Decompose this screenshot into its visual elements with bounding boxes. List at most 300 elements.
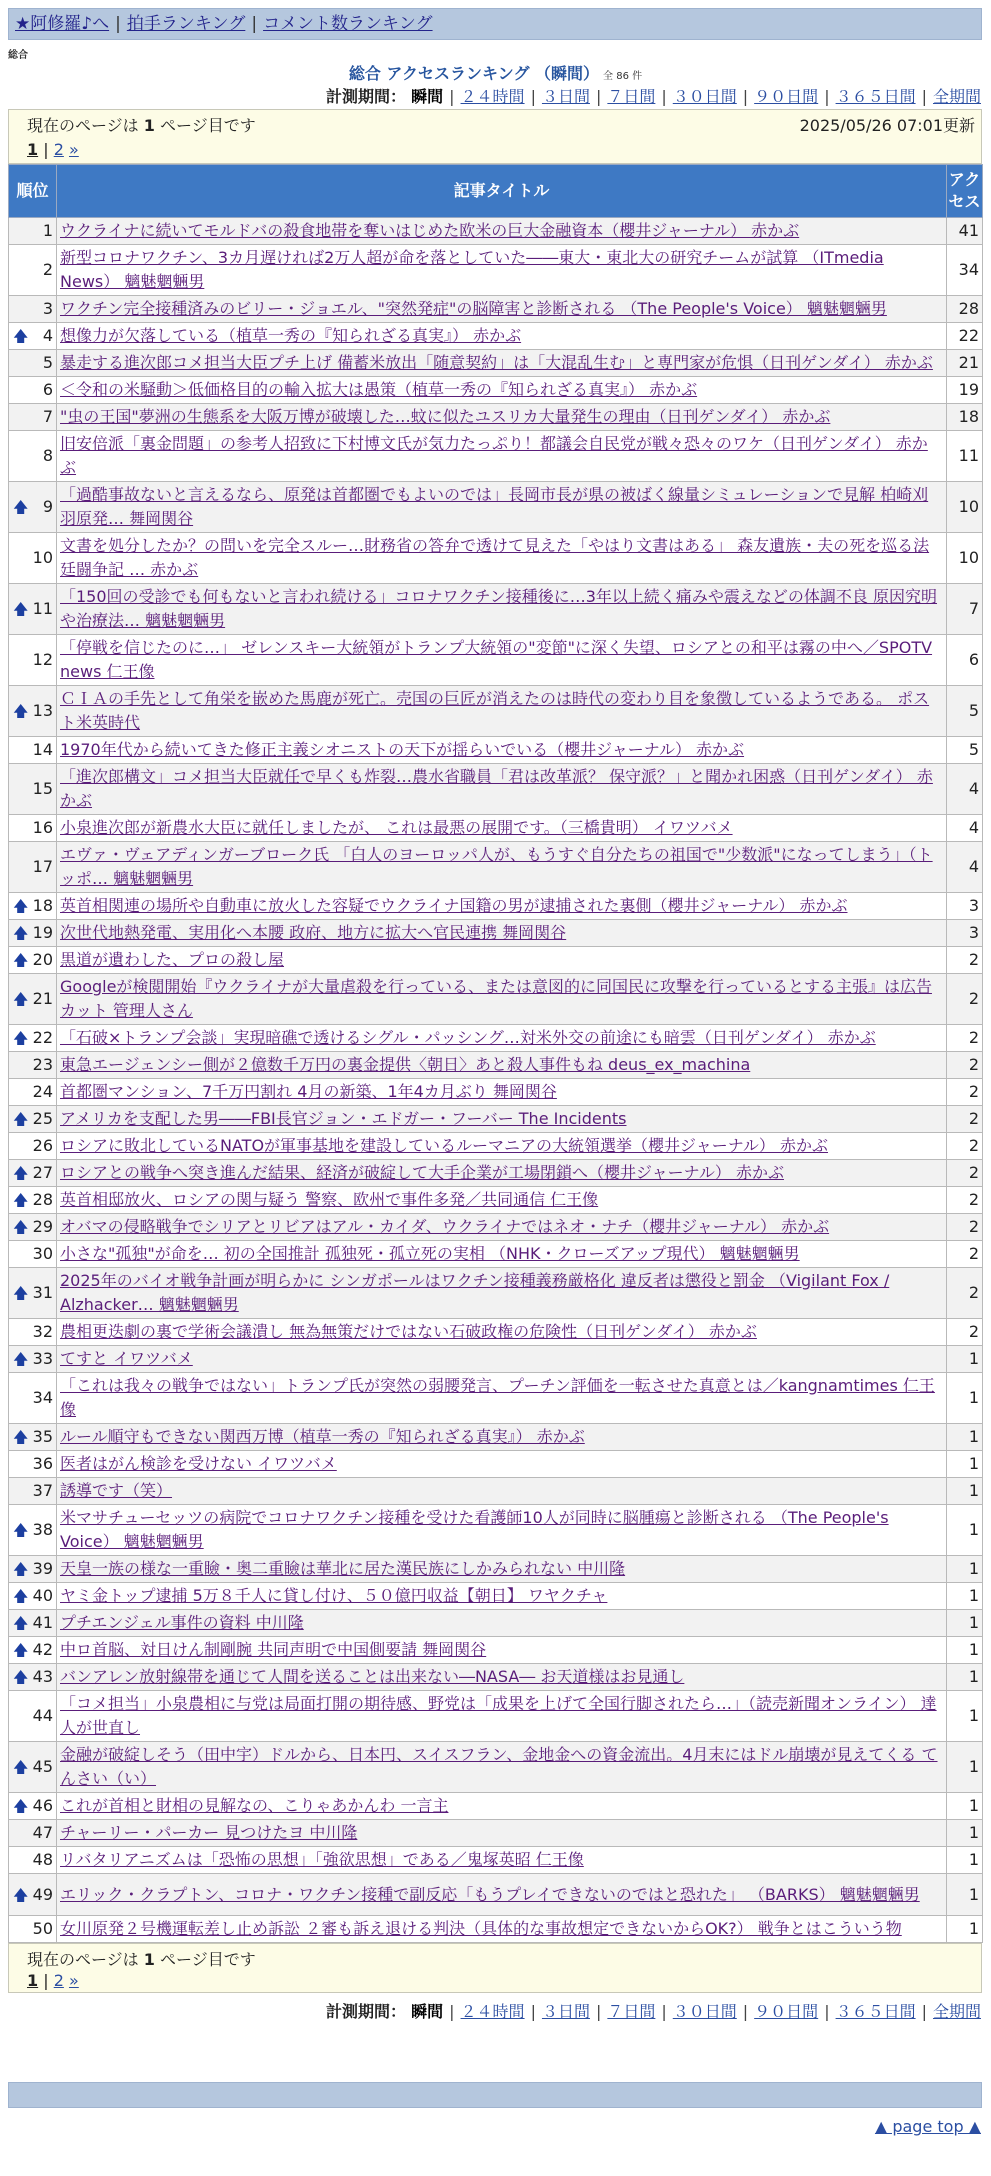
table-row bbox=[9, 1556, 983, 1583]
pager-next-arrow[interactable]: » bbox=[68, 140, 79, 159]
article-link[interactable]: ＜令和の米騒動＞低価格目的の輸入拡大は愚策（植草一秀の『知られざる真実』） 赤かぶ bbox=[60, 380, 698, 399]
rank-number: 23 bbox=[32, 1055, 53, 1074]
article-link[interactable]: ＣＩＡの手先として角栄を嵌めた馬鹿が死亡。売国の巨匠が消えたのは時代の変わり目を象徴しているようである。 ポスト米英時代 bbox=[60, 689, 930, 732]
rank-number: 46 bbox=[32, 1796, 53, 1815]
title-cell bbox=[57, 1424, 947, 1451]
access-count: 1 bbox=[947, 1742, 983, 1793]
bottom-bar bbox=[8, 2082, 982, 2108]
period-label: 計測期間： bbox=[326, 87, 407, 106]
table-row bbox=[9, 1346, 983, 1373]
title-cell bbox=[57, 1187, 947, 1214]
rank-cell bbox=[9, 686, 57, 737]
period-current: 瞬間 bbox=[411, 2002, 444, 2021]
pager-page-2[interactable]: 2 bbox=[53, 140, 64, 159]
period-selector-top: 計測期間： 瞬間 | ２４時間 | ３日間 | ７日間 | ３０日間 | ９０日間 | ３６５日間 | 全期間 bbox=[326, 87, 981, 106]
article-link[interactable]: バンアレン放射線帯を通じて人間を送ることは出来ない―NASA― お天道様はお見通し bbox=[60, 1667, 685, 1686]
ranking-rows bbox=[9, 218, 983, 1943]
article-link[interactable]: 東急エージェンシー側が２億数千万円の裏金提供〈朝日〉あと殺人事件もね deus_ex_machina bbox=[60, 1055, 751, 1074]
title-cell bbox=[57, 1637, 947, 1664]
article-link[interactable]: ルール順守もできない関西万博（植草一秀の『知られざる真実』） 赤かぶ bbox=[60, 1427, 585, 1446]
rank-cell bbox=[9, 296, 57, 323]
rank-cell bbox=[9, 1079, 57, 1106]
rank-cell bbox=[9, 1664, 57, 1691]
article-link[interactable]: 「コメ担当」小泉農相に与党は局面打開の期待感、野党は「成果を上げて全国行脚されたら…」（読売新聞オンライン） 達人が世直し bbox=[60, 1694, 937, 1737]
article-link[interactable]: ウクライナに続いてモルドバの殺食地帯を奪いはじめた欧米の巨大金融資本（櫻井ジャーナル） 赤かぶ bbox=[60, 221, 800, 240]
rank-number: 15 bbox=[32, 779, 53, 798]
table-row bbox=[9, 1241, 983, 1268]
title-cell bbox=[57, 1268, 947, 1319]
title-cell bbox=[57, 737, 947, 764]
article-link[interactable]: プチエンジェル事件の資料 中川隆 bbox=[60, 1613, 304, 1632]
table-row bbox=[9, 1052, 983, 1079]
title-cell bbox=[57, 1664, 947, 1691]
title-cell bbox=[57, 218, 947, 245]
article-link[interactable]: 英首相邸放火、ロシアの関与疑う 警察、欧州で事件多発／共同通信 仁王像 bbox=[60, 1190, 599, 1209]
up-arrow-icon: 🡅 bbox=[13, 897, 29, 915]
up-arrow-icon: 🡅 bbox=[13, 1428, 29, 1446]
table-row bbox=[9, 686, 983, 737]
page-info-bottom bbox=[8, 1943, 982, 1993]
rank-cell bbox=[9, 584, 57, 635]
title-cell bbox=[57, 1691, 947, 1742]
ranking-count: 全 86 件 bbox=[603, 71, 643, 82]
access-count: 28 bbox=[947, 296, 983, 323]
access-count: 1 bbox=[947, 1346, 983, 1373]
table-row bbox=[9, 1025, 983, 1052]
access-count: 2 bbox=[947, 1187, 983, 1214]
article-link[interactable]: 医者はがん検診を受けない イワツバメ bbox=[60, 1454, 337, 1473]
access-count: 1 bbox=[947, 1916, 983, 1943]
rank-cell bbox=[9, 377, 57, 404]
access-count: 2 bbox=[947, 1319, 983, 1346]
rank-cell bbox=[9, 323, 57, 350]
rank-cell bbox=[9, 842, 57, 893]
article-link[interactable]: チャーリー・パーカー 見つけたヨ 中川隆 bbox=[60, 1823, 358, 1842]
rank-cell bbox=[9, 1820, 57, 1847]
period-link-365d[interactable]: ３６５日間 bbox=[835, 2002, 916, 2021]
up-arrow-icon: 🡅 bbox=[13, 1614, 29, 1632]
rank-number: 35 bbox=[32, 1427, 53, 1446]
rank-cell bbox=[9, 737, 57, 764]
rank-number: 17 bbox=[32, 857, 53, 876]
access-count: 41 bbox=[947, 218, 983, 245]
rank-number: 50 bbox=[32, 1919, 53, 1938]
access-count: 1 bbox=[947, 1847, 983, 1874]
rank-number: 18 bbox=[32, 896, 53, 915]
access-count: 34 bbox=[947, 245, 983, 296]
title-cell bbox=[57, 635, 947, 686]
table-row bbox=[9, 218, 983, 245]
title-cell bbox=[57, 1793, 947, 1820]
access-count: 2 bbox=[947, 1241, 983, 1268]
rank-number: 20 bbox=[32, 950, 53, 969]
rank-number: 39 bbox=[32, 1559, 53, 1578]
up-arrow-icon: 🡅 bbox=[13, 498, 29, 516]
rank-cell bbox=[9, 764, 57, 815]
table-row bbox=[9, 1133, 983, 1160]
rank-number: 37 bbox=[32, 1481, 53, 1500]
rank-cell bbox=[9, 974, 57, 1025]
title-cell bbox=[57, 974, 947, 1025]
period-link-365d[interactable]: ３６５日間 bbox=[835, 87, 916, 106]
title-cell bbox=[57, 1478, 947, 1505]
access-count: 2 bbox=[947, 1106, 983, 1133]
title-cell bbox=[57, 1052, 947, 1079]
table-row bbox=[9, 974, 983, 1025]
rank-cell bbox=[9, 431, 57, 482]
table-row bbox=[9, 1106, 983, 1133]
table-row bbox=[9, 1319, 983, 1346]
title-cell bbox=[57, 815, 947, 842]
pager-next-arrow[interactable]: » bbox=[68, 1971, 79, 1990]
up-arrow-icon: 🡅 bbox=[13, 951, 29, 969]
article-link[interactable]: 小泉進次郎が新農水大臣に就任しましたが、 これは最悪の展開です。（三橋貴明） イワツバメ bbox=[60, 818, 733, 837]
article-link[interactable]: 英首相関連の場所や自動車に放火した容疑でウクライナ国籍の男が逮捕された裏側（櫻井ジャーナル） 赤かぶ bbox=[60, 896, 848, 915]
table-row bbox=[9, 1214, 983, 1241]
title-cell bbox=[57, 1319, 947, 1346]
rank-number: 30 bbox=[32, 1244, 53, 1263]
rank-cell bbox=[9, 1133, 57, 1160]
table-row bbox=[9, 482, 983, 533]
rank-cell bbox=[9, 1556, 57, 1583]
table-row bbox=[9, 1160, 983, 1187]
rank-cell bbox=[9, 1346, 57, 1373]
title-cell bbox=[57, 323, 947, 350]
article-link[interactable]: 1970年代から続いてきた修正主義シオニストの天下が揺らいでいる（櫻井ジャーナル） 赤かぶ bbox=[60, 740, 745, 759]
title-cell bbox=[57, 920, 947, 947]
table-row bbox=[9, 533, 983, 584]
rank-number: 22 bbox=[32, 1028, 53, 1047]
period-link-24h[interactable]: ２４時間 bbox=[460, 2002, 525, 2021]
rank-cell bbox=[9, 350, 57, 377]
rank-cell bbox=[9, 1505, 57, 1556]
rank-cell bbox=[9, 1583, 57, 1610]
article-link[interactable]: 新型コロナワクチン、3カ月遅ければ2万人超が命を落としていた――東大・東北大の研究チームが試算 （ITmedia News） 魑魅魍魎男 bbox=[60, 248, 884, 291]
article-link[interactable]: ヤミ金トップ逮捕 5万８千人に貸し付け、５０億円収益【朝日】 ワヤクチャ bbox=[60, 1586, 608, 1605]
rank-number: 9 bbox=[42, 497, 53, 516]
article-link[interactable]: 「停戦を信じたのに…」 ゼレンスキー大統領がトランプ大統領の"変節"に深く失望、ロシアとの和平は霧の中へ／SPOTV news 仁王像 bbox=[60, 638, 933, 681]
title-cell bbox=[57, 350, 947, 377]
up-arrow-icon: 🡅 bbox=[13, 1885, 29, 1904]
pager-page-2[interactable]: 2 bbox=[53, 1971, 64, 1990]
article-link[interactable]: エヴァ・ヴェアディンガーブローク氏 「白人のヨーロッパ人が、もうすぐ自分たちの祖国で"少数派"になってしまう」（トッポ… 魑魅魍魎男 bbox=[60, 845, 933, 888]
article-link[interactable]: 中ロ首脳、対日けん制剛腕 共同声明で中国側要請 舞岡関谷 bbox=[60, 1640, 487, 1659]
access-count: 1 bbox=[947, 1691, 983, 1742]
access-count: 3 bbox=[947, 893, 983, 920]
rank-number: 14 bbox=[32, 740, 53, 759]
rank-number: 28 bbox=[32, 1190, 53, 1209]
access-count: 10 bbox=[947, 482, 983, 533]
rank-number: 13 bbox=[32, 701, 53, 720]
access-count: 1 bbox=[947, 1820, 983, 1847]
article-link[interactable]: 暴走する進次郎コメ担当大臣プチ上げ 備蓄米放出「随意契約」は「大混乱生む」と専門家が危惧（日刊ゲンダイ） 赤かぶ bbox=[60, 353, 933, 372]
rank-number: 8 bbox=[42, 446, 53, 465]
period-link-7d[interactable]: ７日間 bbox=[607, 2002, 656, 2021]
rank-cell bbox=[9, 482, 57, 533]
header-rank: 順位 bbox=[9, 165, 57, 218]
table-row bbox=[9, 296, 983, 323]
article-link[interactable]: 小さな"孤独"が命を… 初の全国推計 孤独死・孤立死の実相 （NHK・クローズアップ現代） 魑魅魍魎男 bbox=[60, 1244, 800, 1263]
rank-number: 33 bbox=[32, 1349, 53, 1368]
rank-number: 11 bbox=[32, 599, 53, 618]
table-row bbox=[9, 431, 983, 482]
period-link-all[interactable]: 全期間 bbox=[932, 87, 981, 106]
up-arrow-icon: 🡅 bbox=[13, 1587, 29, 1605]
article-link[interactable]: 黒道が遺わした、プロの殺し屋 bbox=[60, 950, 285, 969]
rank-number: 29 bbox=[32, 1217, 53, 1236]
access-count: 7 bbox=[947, 584, 983, 635]
period-link-24h[interactable]: ２４時間 bbox=[460, 87, 525, 106]
article-link[interactable]: ワクチン完全接種済みのビリー・ジョエル、"突然発症"の脳障害と診断される （The People's Voice） 魑魅魍魎男 bbox=[60, 299, 887, 318]
up-arrow-icon: 🡅 bbox=[13, 1110, 29, 1128]
access-count: 22 bbox=[947, 323, 983, 350]
pager-current: 1 bbox=[27, 1971, 39, 1990]
access-count: 5 bbox=[947, 686, 983, 737]
rank-cell bbox=[9, 245, 57, 296]
article-link[interactable]: てすと イワツバメ bbox=[60, 1349, 193, 1368]
table-row bbox=[9, 764, 983, 815]
access-count: 1 bbox=[947, 1505, 983, 1556]
title-cell bbox=[57, 1133, 947, 1160]
rank-cell bbox=[9, 218, 57, 245]
page-status-text: 現在のページは 1 ページ目です bbox=[27, 116, 256, 135]
article-link[interactable]: 「これは我々の戦争ではない」トランプ氏が突然の弱腰発言、プーチン評価を一転させた真意とは／kangnamtimes 仁王像 bbox=[60, 1376, 935, 1419]
table-row bbox=[9, 842, 983, 893]
article-link[interactable]: これが首相と財相の見解なの、こりゃあかんわ 一言主 bbox=[60, 1796, 449, 1815]
rank-number: 4 bbox=[42, 326, 53, 345]
article-link[interactable]: アメリカを支配した男――FBI長官ジョン・エドガー・フーバー The Incidents bbox=[60, 1109, 627, 1128]
home-link[interactable]: ★阿修羅♪へ bbox=[15, 14, 110, 34]
article-link[interactable]: エリック・クラプトン、コロナ・ワクチン接種で副反応「もうプレイできないのではと恐れた」 （BARKS） 魑魅魍魎男 bbox=[60, 1884, 920, 1904]
rank-number: 1 bbox=[42, 221, 53, 240]
title-cell bbox=[57, 377, 947, 404]
pager-top: 1 | 2 » bbox=[27, 140, 79, 159]
access-count: 6 bbox=[947, 635, 983, 686]
comment-ranking-link[interactable]: コメント数ランキング bbox=[263, 14, 433, 34]
article-link[interactable]: 「過酷事故ないと言えるなら、原発は首都圏でもよいのでは」長岡市長が県の被ばく線量シミュレーションで見解 柏崎刈羽原発… 舞岡関谷 bbox=[60, 485, 929, 528]
title-cell bbox=[57, 1916, 947, 1943]
rank-cell bbox=[9, 1187, 57, 1214]
rank-number: 25 bbox=[32, 1109, 53, 1128]
rank-cell bbox=[9, 1874, 57, 1916]
title-cell bbox=[57, 1874, 947, 1916]
rank-cell bbox=[9, 1268, 57, 1319]
up-arrow-icon: 🡅 bbox=[13, 600, 29, 618]
article-link[interactable]: 「石破×トランプ会談」実現暗礁で透けるシグル・パッシング…対米外交の前途にも暗雲（日刊ゲンダイ） 赤かぶ bbox=[60, 1028, 876, 1047]
article-link[interactable]: 金融が破綻しそう（田中宇）ドルから、日本円、スイスフラン、金地金への資金流出。4月末にはドル崩壊が見えてくる てんさい（い） bbox=[60, 1745, 938, 1788]
table-row bbox=[9, 1691, 983, 1742]
table-row bbox=[9, 893, 983, 920]
access-count: 5 bbox=[947, 737, 983, 764]
article-link[interactable]: 「150回の受診でも何もないと言われ続ける」コロナワクチン接種後に…3年以上続く痛みや震えなどの体調不良 原因究明や治療法… 魑魅魍魎男 bbox=[60, 587, 938, 630]
pager-bottom: 1 | 2 » bbox=[27, 1971, 79, 1990]
rank-number: 5 bbox=[42, 353, 53, 372]
rank-number: 7 bbox=[42, 407, 53, 426]
access-count: 1 bbox=[947, 1373, 983, 1424]
rank-cell bbox=[9, 1916, 57, 1943]
access-count: 2 bbox=[947, 974, 983, 1025]
title-cell bbox=[57, 1742, 947, 1793]
up-arrow-icon: 🡅 bbox=[13, 1029, 29, 1047]
title-cell bbox=[57, 893, 947, 920]
table-row bbox=[9, 1847, 983, 1874]
rank-number: 44 bbox=[32, 1706, 53, 1725]
title-cell bbox=[57, 404, 947, 431]
table-row bbox=[9, 1373, 983, 1424]
article-link[interactable]: "虫の王国"夢洲の生態系を大阪万博が破壊した…蚊に似たユスリカ大量発生の理由（日刊ゲンダイ） 赤かぶ bbox=[60, 407, 831, 426]
rank-cell bbox=[9, 1106, 57, 1133]
title-cell bbox=[57, 947, 947, 974]
nav-separator: | bbox=[251, 14, 258, 34]
rank-cell bbox=[9, 893, 57, 920]
title-cell bbox=[57, 1373, 947, 1424]
rank-number: 21 bbox=[32, 989, 53, 1008]
table-row bbox=[9, 377, 983, 404]
title-cell bbox=[57, 1610, 947, 1637]
access-count: 1 bbox=[947, 1793, 983, 1820]
access-count: 11 bbox=[947, 431, 983, 482]
access-count: 2 bbox=[947, 1079, 983, 1106]
rank-number: 43 bbox=[32, 1667, 53, 1686]
article-link[interactable]: 米マサチューセッツの病院でコロナワクチン接種を受けた看護師10人が同時に脳腫瘍と診断される （The People's Voice） 魑魅魍魎男 bbox=[60, 1508, 889, 1551]
up-arrow-icon: 🡅 bbox=[13, 1758, 29, 1776]
rank-cell bbox=[9, 533, 57, 584]
access-count: 1 bbox=[947, 1610, 983, 1637]
title-cell bbox=[57, 245, 947, 296]
rank-cell bbox=[9, 1052, 57, 1079]
article-link[interactable]: Googleが検閲開始『ウクライナが大量虐殺を行っている、または意図的に同国民に攻撃を行っているとする主張』は広告カット 管理人さん bbox=[60, 977, 932, 1020]
period-link-3d[interactable]: ３日間 bbox=[541, 2002, 590, 2021]
rank-number: 41 bbox=[32, 1613, 53, 1632]
title-cell bbox=[57, 1214, 947, 1241]
rank-number: 45 bbox=[32, 1757, 53, 1776]
period-selector-bottom: 計測期間： 瞬間 | ２４時間 | ３日間 | ７日間 | ３０日間 | ９０日間 | ３６５日間 | 全期間 bbox=[326, 2002, 981, 2021]
article-link[interactable]: リバタリアニズムは「恐怖の思想」「強欲思想」である／鬼塚英昭 仁王像 bbox=[60, 1850, 584, 1869]
up-arrow-icon: 🡅 bbox=[13, 1350, 29, 1368]
article-link[interactable]: 「進次郎構文」コメ担当大臣就任で早くも炸裂…農水省職員「君は改革派？ 保守派？」と聞かれ困惑（日刊ゲンダイ） 赤かぶ bbox=[60, 767, 933, 810]
article-link[interactable]: 女川原発２号機運転差し止め訴訟 ２審も訴え退ける判決（具体的な事故想定できないからOK?） 戦争とはこういう物 bbox=[60, 1919, 902, 1938]
access-count: 1 bbox=[947, 1637, 983, 1664]
ranking-table bbox=[8, 164, 983, 1943]
rank-number: 40 bbox=[32, 1586, 53, 1605]
up-arrow-icon: 🡅 bbox=[13, 1797, 29, 1815]
title-cell bbox=[57, 842, 947, 893]
table-row bbox=[9, 1637, 983, 1664]
category-label: 総合 bbox=[8, 50, 28, 61]
rank-cell bbox=[9, 1742, 57, 1793]
article-link[interactable]: 想像力が欠落している（植草一秀の『知られざる真実』） 赤かぶ bbox=[60, 326, 522, 345]
up-arrow-icon: 🡅 bbox=[13, 1641, 29, 1659]
table-row bbox=[9, 1916, 983, 1943]
rank-cell bbox=[9, 1691, 57, 1742]
rank-number: 48 bbox=[32, 1850, 53, 1869]
access-count: 2 bbox=[947, 1052, 983, 1079]
page-top-link[interactable]: ▲ page top ▲ bbox=[874, 2117, 981, 2136]
rank-cell bbox=[9, 920, 57, 947]
table-row bbox=[9, 815, 983, 842]
rank-number: 49 bbox=[32, 1884, 53, 1904]
period-link-30d[interactable]: ３０日間 bbox=[672, 2002, 737, 2021]
article-link[interactable]: ロシアに敗北しているNATOが軍事基地を建設しているルーマニアの大統領選挙（櫻井ジャーナル） 赤かぶ bbox=[60, 1136, 829, 1155]
up-arrow-icon: 🡅 bbox=[13, 990, 29, 1008]
rank-number: 26 bbox=[32, 1136, 53, 1155]
rank-cell bbox=[9, 1793, 57, 1820]
rank-number: 32 bbox=[32, 1322, 53, 1341]
title-cell bbox=[57, 764, 947, 815]
rank-number: 12 bbox=[32, 650, 53, 669]
pager-current: 1 bbox=[27, 140, 39, 159]
article-link[interactable]: 文書を処分したか？の問いを完全スルー…財務省の答弁で透けて見えた「やはり文書はある」 森友遺族・夫の死を巡る法廷闘争記 … 赤かぶ bbox=[60, 536, 930, 579]
rank-number: 16 bbox=[32, 818, 53, 837]
title-cell bbox=[57, 482, 947, 533]
period-link-3d[interactable]: ３日間 bbox=[541, 87, 590, 106]
table-row bbox=[9, 1478, 983, 1505]
article-link[interactable]: 誘導です（笑） bbox=[60, 1481, 173, 1500]
article-link[interactable]: 首都圏マンション、7千万円割れ 4月の新築、1年4カ月ぶり 舞岡関谷 bbox=[60, 1082, 557, 1101]
rank-cell bbox=[9, 635, 57, 686]
period-link-30d[interactable]: ３０日間 bbox=[672, 87, 737, 106]
period-link-all[interactable]: 全期間 bbox=[932, 2002, 981, 2021]
rank-number: 42 bbox=[32, 1640, 53, 1659]
table-row bbox=[9, 1451, 983, 1478]
article-link[interactable]: 2025年のバイオ戦争計画が明らかに シンガポールはワクチン接種義務厳格化 違反者は懲役と罰金 （Vigilant Fox / Alzhacker… 魑魅魍魎男 bbox=[60, 1271, 890, 1314]
rank-cell bbox=[9, 1214, 57, 1241]
rank-cell bbox=[9, 1373, 57, 1424]
article-link[interactable]: 次世代地熱発電、実用化へ本腰 政府、地方に拡大へ官民連携 舞岡関谷 bbox=[60, 923, 567, 942]
table-row bbox=[9, 920, 983, 947]
access-count: 2 bbox=[947, 947, 983, 974]
period-current: 瞬間 bbox=[411, 87, 444, 106]
rank-cell bbox=[9, 1241, 57, 1268]
rank-cell bbox=[9, 1319, 57, 1346]
article-link[interactable]: ロシアとの戦争へ突き進んだ結果、経済が破綻して大手企業が工場閉鎖へ（櫻井ジャーナル） 赤かぶ bbox=[60, 1163, 784, 1182]
ranking-title-text: 総合 アクセスランキング （瞬間） bbox=[348, 64, 600, 83]
clap-ranking-link[interactable]: 拍手ランキング bbox=[126, 14, 246, 34]
table-row bbox=[9, 1664, 983, 1691]
table-row bbox=[9, 1742, 983, 1793]
page-status-text: 現在のページは 1 ページ目です bbox=[27, 1950, 256, 1969]
rank-number: 34 bbox=[32, 1388, 53, 1407]
access-count: 1 bbox=[947, 1583, 983, 1610]
table-row bbox=[9, 323, 983, 350]
period-link-90d[interactable]: ９０日間 bbox=[754, 2002, 819, 2021]
period-link-90d[interactable]: ９０日間 bbox=[754, 87, 819, 106]
rank-number: 27 bbox=[32, 1163, 53, 1182]
access-count: 3 bbox=[947, 920, 983, 947]
article-link[interactable]: 旧安倍派「裏金問題」の参考人招致に下村博文氏が気力たっぷり！都議会自民党が戦々恐々のワケ（日刊ゲンダイ） 赤かぶ bbox=[60, 434, 928, 477]
access-count: 1 bbox=[947, 1556, 983, 1583]
article-link[interactable]: 天皇一族の様な一重瞼・奥二重瞼は華北に居た漢民族にしかみられない 中川隆 bbox=[60, 1559, 626, 1578]
period-link-7d[interactable]: ７日間 bbox=[607, 87, 656, 106]
access-count: 4 bbox=[947, 842, 983, 893]
article-link[interactable]: オバマの侵略戦争でシリアとリビアはアル・カイダ、ウクライナではネオ・ナチ（櫻井ジャーナル） 赤かぶ bbox=[60, 1217, 830, 1236]
header-access: アクセス bbox=[947, 165, 983, 218]
article-link[interactable]: 農相更迭劇の裏で学術会議潰し 無為無策だけではない石破政権の危険性（日刊ゲンダイ） 赤かぶ bbox=[60, 1322, 757, 1341]
table-row bbox=[9, 245, 983, 296]
access-count: 2 bbox=[947, 1268, 983, 1319]
access-count: 2 bbox=[947, 1214, 983, 1241]
access-count: 19 bbox=[947, 377, 983, 404]
header-title: 記事タイトル bbox=[57, 165, 947, 218]
updated-timestamp: 2025/05/26 07:01更新 bbox=[799, 116, 975, 135]
title-cell bbox=[57, 686, 947, 737]
up-arrow-icon: 🡅 bbox=[13, 327, 29, 345]
table-row bbox=[9, 404, 983, 431]
nav-separator: | bbox=[115, 14, 121, 34]
rank-cell bbox=[9, 1424, 57, 1451]
title-cell bbox=[57, 533, 947, 584]
title-cell bbox=[57, 1025, 947, 1052]
